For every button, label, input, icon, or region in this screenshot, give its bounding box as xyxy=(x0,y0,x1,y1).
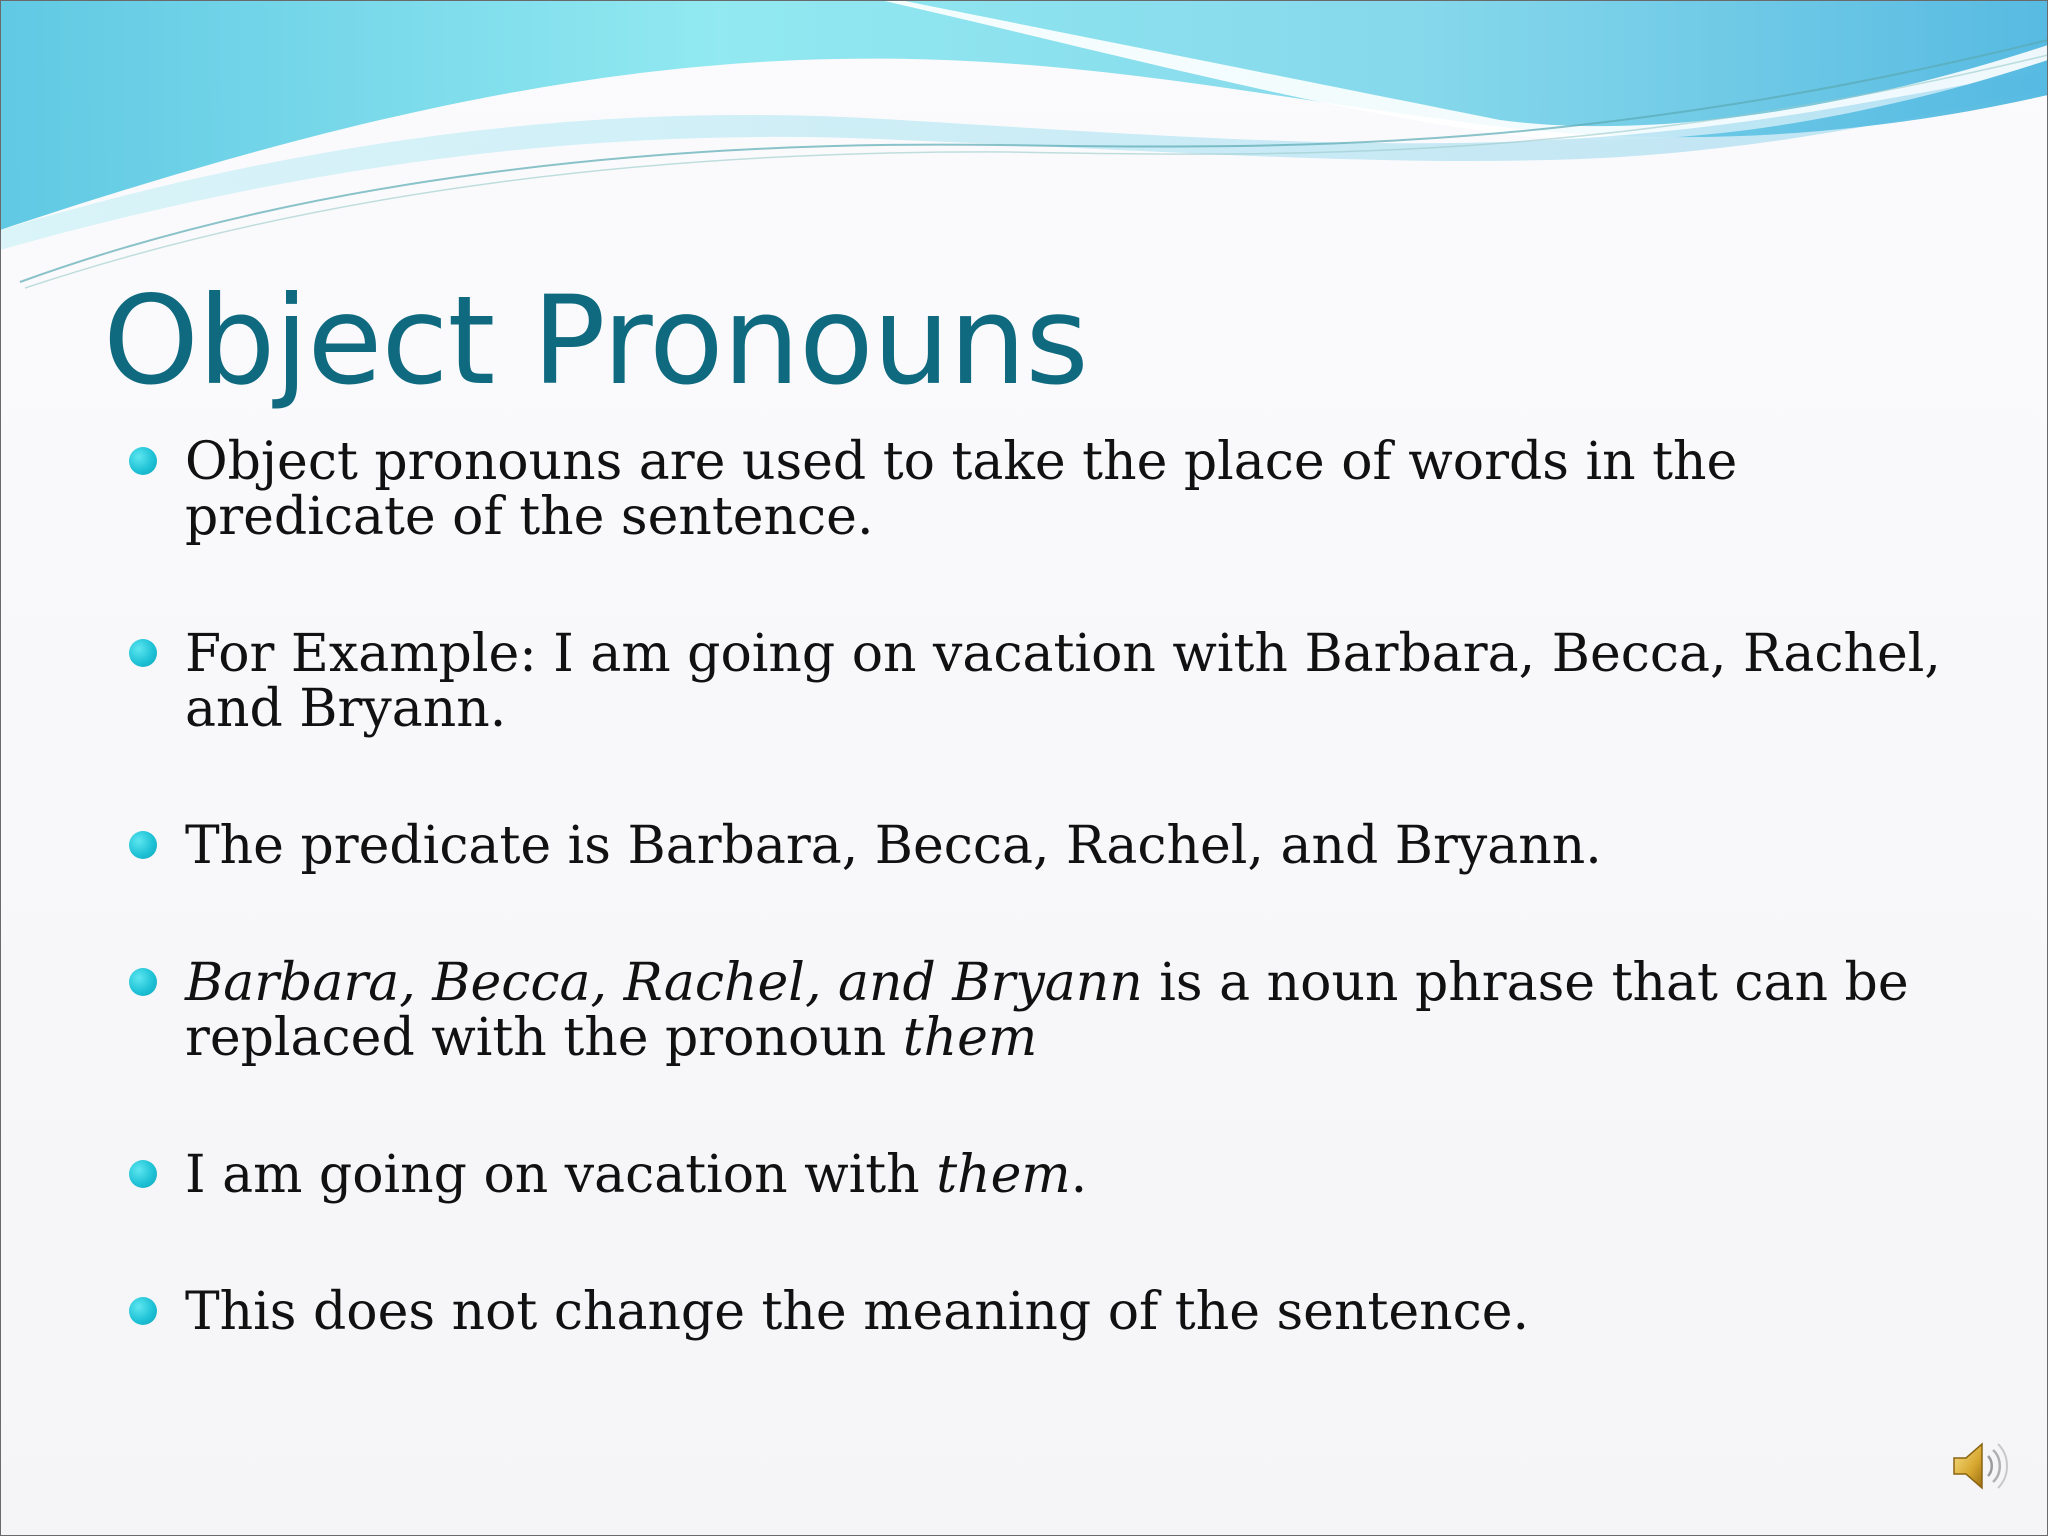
slide-title: Object Pronouns xyxy=(103,270,1088,412)
bullet-item xyxy=(125,624,1945,739)
header-wave-decoration xyxy=(0,0,2048,300)
bullet-dot-icon xyxy=(129,968,157,996)
bullet-italic-pronoun: them xyxy=(936,1145,1071,1205)
bullet-text: Object pronouns are used to take the place of words in the predicate of the sentence. xyxy=(185,432,1738,547)
bullet-item xyxy=(125,1282,1945,1342)
bullet-text: I am going on vacation with xyxy=(185,1145,937,1205)
bullet-dot-icon xyxy=(129,831,157,859)
bullet-dot-icon xyxy=(129,639,157,667)
bullet-item xyxy=(125,1145,1945,1205)
bullet-italic-phrase: Barbara, Becca, Rachel, and Bryann xyxy=(185,953,1143,1013)
bullet-list xyxy=(125,432,1945,1342)
bullet-text: is a noun phrase that can be replaced with the pronoun xyxy=(185,953,1909,1068)
speaker-icon[interactable] xyxy=(1948,1436,2008,1496)
bullet-italic-pronoun: them xyxy=(902,1008,1038,1068)
bullet-dot-icon xyxy=(129,1160,157,1188)
bullet-text: This does not change the meaning of the sentence. xyxy=(185,1282,1530,1342)
bullet-text-end: . xyxy=(1070,1145,1088,1205)
bullet-dot-icon xyxy=(129,447,157,475)
bullet-item xyxy=(125,953,1945,1068)
bullet-item xyxy=(125,432,1945,547)
bullet-item xyxy=(125,816,1945,876)
bullet-text: The predicate is Barbara, Becca, Rachel, and Bryann. xyxy=(185,816,1602,876)
bullet-dot-icon xyxy=(129,1297,157,1325)
bullet-text: For Example: I am going on vacation with Barbara, Becca, Rachel, and Bryann. xyxy=(185,624,1941,739)
